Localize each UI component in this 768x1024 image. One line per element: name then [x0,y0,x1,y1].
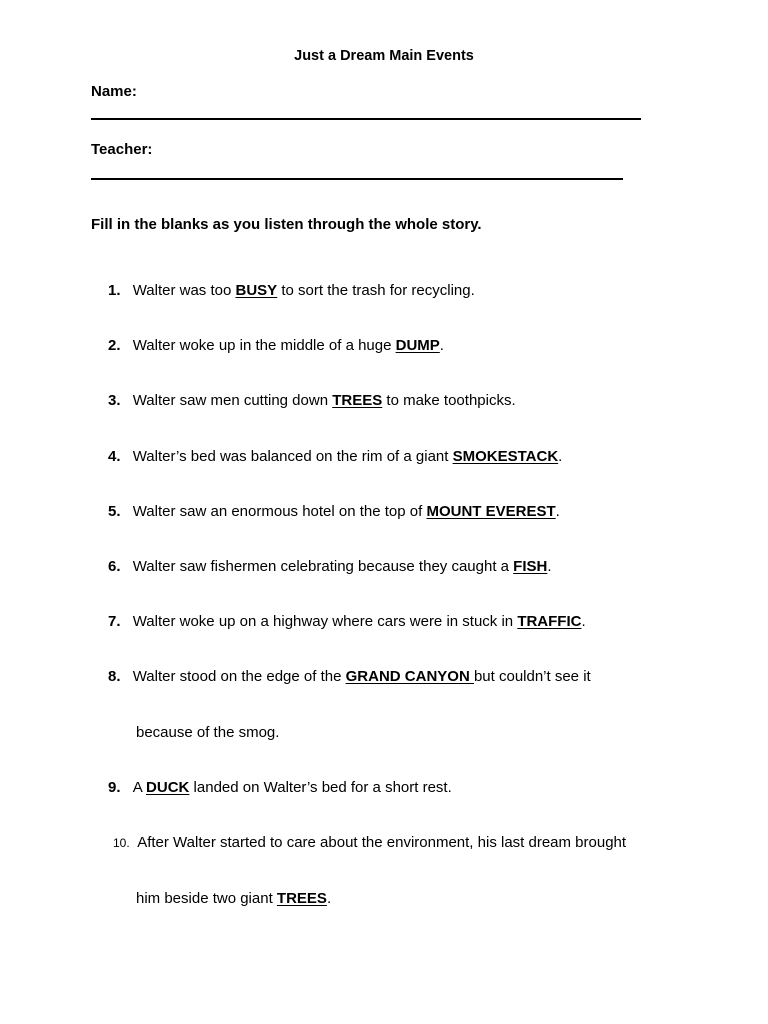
question-5 [108,503,560,520]
page-title: Just a Dream Main Events [294,48,474,64]
answer-blank: GRAND CANYON [345,668,474,685]
name-line[interactable] [91,118,641,120]
question-text: Walter saw men cutting down TREES to make toothpicks. [132,392,516,409]
answer-blank: FISH [513,558,548,575]
question-number: 7. [108,613,121,630]
name-label: Name: [91,83,137,100]
question-6 [108,558,552,575]
question-7 [108,613,586,630]
question-number: 1. [108,282,121,299]
question-8 [108,668,591,685]
question-text: Walter’s bed was balanced on the rim of a giant SMOKESTACK. [132,448,563,465]
answer-blank: DUMP [395,337,440,354]
question-text: Walter was too BUSY to sort the trash for recycling. [132,282,475,299]
question-text: A DUCK landed on Walter’s bed for a short rest. [132,779,452,796]
answer-blank: BUSY [235,282,278,299]
question-text: Walter woke up on a highway where cars were in stuck in TRAFFIC. [132,613,586,630]
question-number: 10. [113,836,130,850]
question-number: 9. [108,779,121,796]
question-text: After Walter started to care about the environment, his last dream brought [133,834,627,851]
question-10-continuation: him beside two giant TREES. [136,890,332,907]
question-number: 6. [108,558,121,575]
instructions: Fill in the blanks as you listen through the whole story. [91,216,482,233]
question-number: 4. [108,448,121,465]
answer-blank: MOUNT EVEREST [426,503,556,520]
question-number: 2. [108,337,121,354]
question-8-continuation: because of the smog. [136,724,280,741]
answer-blank: TRAFFIC [517,613,582,630]
teacher-line[interactable] [91,178,623,180]
answer-blank: SMOKESTACK [452,448,559,465]
question-4 [108,448,562,465]
answer-blank: DUCK [146,779,190,796]
teacher-label: Teacher: [91,141,153,158]
question-text: Walter saw fishermen celebrating because they caught a FISH. [132,558,552,575]
question-number: 3. [108,392,121,409]
question-2 [108,337,444,354]
question-number: 5. [108,503,121,520]
answer-blank: TREES [276,890,327,907]
question-1 [108,282,475,299]
answer-blank: TREES [332,392,383,409]
question-3 [108,392,516,409]
question-text: Walter woke up in the middle of a huge DUMP. [132,337,444,354]
question-9 [108,779,452,796]
question-10 [113,834,626,851]
question-text: Walter stood on the edge of the GRAND CANYON but couldn’t see it [132,668,591,685]
question-text: Walter saw an enormous hotel on the top of MOUNT EVEREST. [132,503,560,520]
question-number: 8. [108,668,121,685]
